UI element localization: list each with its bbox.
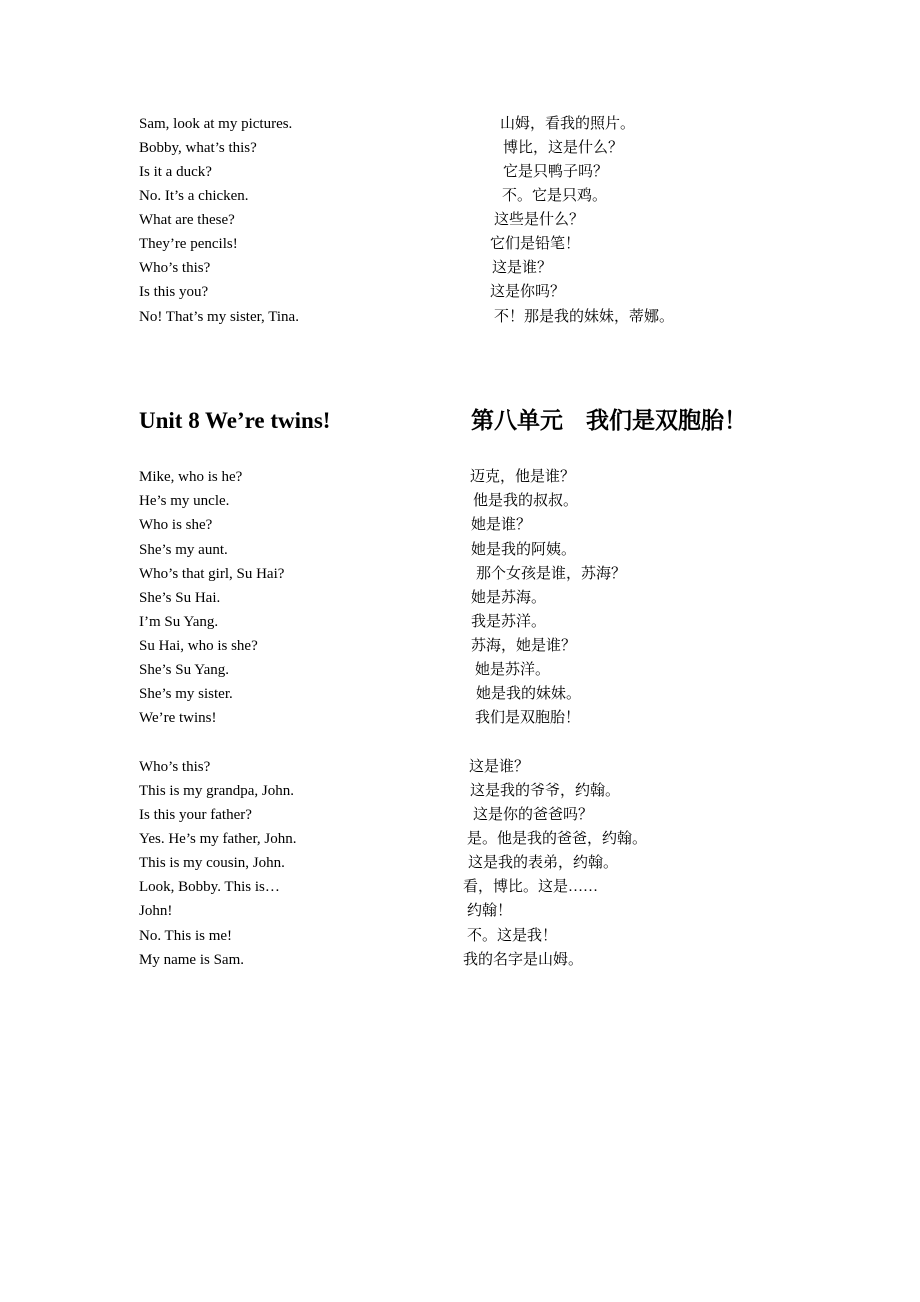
dialogue-line-en: No. It’s a chicken. xyxy=(139,188,249,204)
dialogue-line-zh: 看，博比。这是…… xyxy=(463,879,599,895)
dialogue-line-en: Bobby, what’s this? xyxy=(139,140,257,156)
dialogue-line-en: Mike, who is he? xyxy=(139,469,243,485)
dialogue-line-zh: 我们是双胞胎！ xyxy=(475,710,581,726)
dialogue-line-en: This is my cousin, John. xyxy=(139,855,285,871)
unit-title-en: Unit 8 We’re twins! xyxy=(139,408,331,433)
dialogue-line-en: My name is Sam. xyxy=(139,952,244,968)
dialogue-line-en: She’s my sister. xyxy=(139,686,233,702)
dialogue-line-zh: 我的名字是山姆。 xyxy=(463,952,584,968)
dialogue-line-zh: 这是我的表弟，约翰。 xyxy=(468,855,619,871)
dialogue-line-en: She’s Su Hai. xyxy=(139,590,221,606)
dialogue-line-zh: 这是谁？ xyxy=(492,260,553,276)
dialogue-line-zh: 不。这是我！ xyxy=(467,928,558,944)
dialogue-line-en: Su Hai, who is she? xyxy=(139,638,258,654)
dialogue-line-en: This is my grandpa, John. xyxy=(139,783,294,799)
dialogue-line-zh: 它是只鸭子吗？ xyxy=(503,164,609,180)
dialogue-line-en: She’s my aunt. xyxy=(139,542,228,558)
dialogue-line-en: Yes. He’s my father, John. xyxy=(139,831,297,847)
dialogue-line-en: Sam, look at my pictures. xyxy=(139,116,293,132)
dialogue-line-en: They’re pencils! xyxy=(139,236,238,252)
unit-title-zh: 第八单元 我们是双胞胎！ xyxy=(471,408,747,433)
dialogue-line-en: Who’s this? xyxy=(139,260,211,276)
dialogue-line-zh: 约翰！ xyxy=(467,903,513,919)
dialogue-line-en: Is this your father? xyxy=(139,807,252,823)
dialogue-line-zh: 这些是什么？ xyxy=(494,212,585,228)
dialogue-line-en: Look, Bobby. This is… xyxy=(139,879,280,895)
dialogue-line-zh: 这是我的爷爷，约翰。 xyxy=(470,783,621,799)
dialogue-line-en: Who’s this? xyxy=(139,759,211,775)
dialogue-line-zh: 是。他是我的爸爸，约翰。 xyxy=(467,831,648,847)
dialogue-line-en: No! That’s my sister, Tina. xyxy=(139,309,299,325)
dialogue-line-en: She’s Su Yang. xyxy=(139,662,230,678)
dialogue-line-zh: 不！那是我的妹妹，蒂娜。 xyxy=(494,309,675,325)
dialogue-line-en: No. This is me! xyxy=(139,928,233,944)
dialogue-line-zh: 这是你吗？ xyxy=(490,284,566,300)
dialogue-line-en: Who’s that girl, Su Hai? xyxy=(139,566,285,582)
dialogue-line-zh: 这是谁？ xyxy=(469,759,530,775)
dialogue-line-en: He’s my uncle. xyxy=(139,493,230,509)
dialogue-line-en: What are these? xyxy=(139,212,235,228)
dialogue-line-zh: 她是苏海。 xyxy=(471,590,547,606)
dialogue-line-en: We’re twins! xyxy=(139,710,217,726)
dialogue-line-zh: 我是苏洋。 xyxy=(471,614,547,630)
dialogue-line-en: Who is she? xyxy=(139,517,213,533)
dialogue-line-zh: 不。它是只鸡。 xyxy=(502,188,608,204)
dialogue-line-en: Is it a duck? xyxy=(139,164,212,180)
dialogue-line-zh: 迈克，他是谁？ xyxy=(470,469,576,485)
dialogue-line-zh: 这是你的爸爸吗？ xyxy=(473,807,594,823)
dialogue-line-zh: 她是谁？ xyxy=(471,517,532,533)
dialogue-line-zh: 博比，这是什么？ xyxy=(503,140,624,156)
dialogue-line-zh: 那个女孩是谁，苏海？ xyxy=(476,566,627,582)
dialogue-line-zh: 她是我的阿姨。 xyxy=(471,542,577,558)
dialogue-line-zh: 她是苏洋。 xyxy=(475,662,551,678)
dialogue-line-zh: 它们是铅笔！ xyxy=(490,236,581,252)
dialogue-line-zh: 苏海，她是谁？ xyxy=(471,638,577,654)
dialogue-line-zh: 山姆，看我的照片。 xyxy=(500,116,636,132)
dialogue-line-en: I’m Su Yang. xyxy=(139,614,219,630)
dialogue-line-zh: 她是我的妹妹。 xyxy=(476,686,582,702)
dialogue-line-zh: 他是我的叔叔。 xyxy=(473,493,579,509)
dialogue-line-en: Is this you? xyxy=(139,284,209,300)
dialogue-line-en: John! xyxy=(139,903,173,919)
